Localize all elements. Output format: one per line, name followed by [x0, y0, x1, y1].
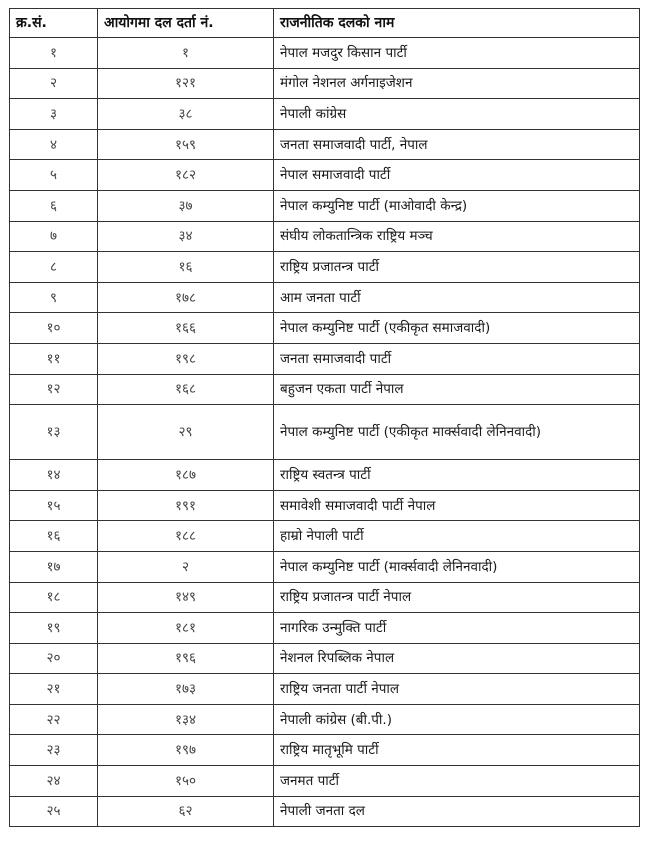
cell-party-name: नेशनल रिपब्लिक नेपाल — [274, 643, 640, 674]
cell-party-name: हाम्रो नेपाली पार्टी — [274, 521, 640, 552]
party-table — [9, 8, 640, 827]
table-row — [10, 313, 640, 344]
cell-registration-no: १८७ — [98, 460, 274, 491]
cell-party-name: नेपाली कांग्रेस (बी.पी.) — [274, 704, 640, 735]
cell-serial: ८ — [10, 252, 98, 283]
cell-registration-no: १५० — [98, 766, 274, 797]
cell-registration-no: ३८ — [98, 99, 274, 130]
table-row — [10, 405, 640, 460]
cell-registration-no: १८२ — [98, 160, 274, 191]
cell-registration-no: १९१ — [98, 490, 274, 521]
cell-registration-no: १८८ — [98, 521, 274, 552]
table-row — [10, 490, 640, 521]
cell-registration-no: ३४ — [98, 221, 274, 252]
table-row — [10, 766, 640, 797]
cell-serial: ९ — [10, 282, 98, 313]
cell-party-name: आम जनता पार्टी — [274, 282, 640, 313]
cell-serial: २१ — [10, 674, 98, 705]
cell-party-name: नेपाल कम्युनिष्ट पार्टी (मार्क्सवादी लेनिनवादी) — [274, 551, 640, 582]
cell-serial: १० — [10, 313, 98, 344]
cell-party-name: नेपाली कांग्रेस — [274, 99, 640, 130]
cell-party-name: संघीय लोकतान्त्रिक राष्ट्रिय मञ्च — [274, 221, 640, 252]
cell-registration-no: १९७ — [98, 735, 274, 766]
cell-registration-no: १ — [98, 38, 274, 69]
cell-registration-no: ३७ — [98, 190, 274, 221]
cell-party-name: राष्ट्रिय जनता पार्टी नेपाल — [274, 674, 640, 705]
table-row — [10, 160, 640, 191]
cell-serial: ६ — [10, 190, 98, 221]
cell-party-name: मंगोल नेशनल अर्गनाइजेशन — [274, 68, 640, 99]
table-row — [10, 129, 640, 160]
cell-party-name: नेपाल मजदुर किसान पार्टी — [274, 38, 640, 69]
cell-registration-no: २ — [98, 551, 274, 582]
table-row — [10, 252, 640, 283]
table-header-row — [10, 9, 640, 38]
cell-registration-no: १६ — [98, 252, 274, 283]
cell-registration-no: १८१ — [98, 613, 274, 644]
cell-registration-no: १७८ — [98, 282, 274, 313]
cell-party-name: नेपाली जनता दल — [274, 796, 640, 827]
cell-serial: ११ — [10, 343, 98, 374]
cell-party-name: नेपाल कम्युनिष्ट पार्टी (माओवादी केन्द्र) — [274, 190, 640, 221]
header-serial: क्र.सं. — [10, 9, 98, 38]
cell-party-name: नेपाल समाजवादी पार्टी — [274, 160, 640, 191]
cell-registration-no: १६८ — [98, 374, 274, 405]
table-row — [10, 582, 640, 613]
table-row — [10, 68, 640, 99]
cell-registration-no: २९ — [98, 405, 274, 460]
cell-party-name: नागरिक उन्मुक्ति पार्टी — [274, 613, 640, 644]
table-row — [10, 704, 640, 735]
cell-registration-no: १६६ — [98, 313, 274, 344]
cell-serial: १ — [10, 38, 98, 69]
cell-party-name: राष्ट्रिय मातृभूमि पार्टी — [274, 735, 640, 766]
header-party-name: राजनीतिक दलको नाम — [274, 9, 640, 38]
cell-party-name: राष्ट्रिय प्रजातन्त्र पार्टी — [274, 252, 640, 283]
cell-serial: २५ — [10, 796, 98, 827]
cell-serial: २ — [10, 68, 98, 99]
cell-party-name: बहुजन एकता पार्टी नेपाल — [274, 374, 640, 405]
cell-serial: १७ — [10, 551, 98, 582]
table-row — [10, 99, 640, 130]
cell-serial: २० — [10, 643, 98, 674]
cell-party-name: राष्ट्रिय प्रजातन्त्र पार्टी नेपाल — [274, 582, 640, 613]
document — [9, 8, 639, 827]
table-body — [10, 38, 640, 827]
table-row — [10, 190, 640, 221]
cell-serial: २४ — [10, 766, 98, 797]
cell-registration-no: १३४ — [98, 704, 274, 735]
cell-serial: २२ — [10, 704, 98, 735]
header-registration-no: आयोगमा दल दर्ता नं. — [98, 9, 274, 38]
cell-party-name: जनता समाजवादी पार्टी, नेपाल — [274, 129, 640, 160]
cell-registration-no: १९६ — [98, 643, 274, 674]
cell-registration-no: १२१ — [98, 68, 274, 99]
cell-serial: ५ — [10, 160, 98, 191]
cell-party-name: नेपाल कम्युनिष्ट पार्टी (एकीकृत मार्क्सवादी लेनिनवादी) — [274, 405, 640, 460]
cell-registration-no: १९८ — [98, 343, 274, 374]
table-row — [10, 551, 640, 582]
cell-registration-no: ६२ — [98, 796, 274, 827]
cell-serial: ३ — [10, 99, 98, 130]
cell-serial: १३ — [10, 405, 98, 460]
table-row — [10, 38, 640, 69]
cell-party-name: नेपाल कम्युनिष्ट पार्टी (एकीकृत समाजवादी) — [274, 313, 640, 344]
cell-serial: १६ — [10, 521, 98, 552]
cell-serial: ७ — [10, 221, 98, 252]
table-row — [10, 374, 640, 405]
table-row — [10, 343, 640, 374]
cell-serial: १२ — [10, 374, 98, 405]
table-row — [10, 796, 640, 827]
table-row — [10, 613, 640, 644]
cell-registration-no: १७३ — [98, 674, 274, 705]
cell-serial: १५ — [10, 490, 98, 521]
table-row — [10, 735, 640, 766]
table-row — [10, 282, 640, 313]
table-row — [10, 674, 640, 705]
cell-serial: १४ — [10, 460, 98, 491]
table-row — [10, 460, 640, 491]
cell-party-name: राष्ट्रिय स्वतन्त्र पार्टी — [274, 460, 640, 491]
cell-party-name: जनता समाजवादी पार्टी — [274, 343, 640, 374]
table-row — [10, 221, 640, 252]
cell-registration-no: १४९ — [98, 582, 274, 613]
cell-party-name: जनमत पार्टी — [274, 766, 640, 797]
cell-serial: १९ — [10, 613, 98, 644]
table-row — [10, 643, 640, 674]
cell-serial: १८ — [10, 582, 98, 613]
cell-serial: २३ — [10, 735, 98, 766]
table-row — [10, 521, 640, 552]
cell-party-name: समावेशी समाजवादी पार्टी नेपाल — [274, 490, 640, 521]
cell-registration-no: १५९ — [98, 129, 274, 160]
cell-serial: ४ — [10, 129, 98, 160]
